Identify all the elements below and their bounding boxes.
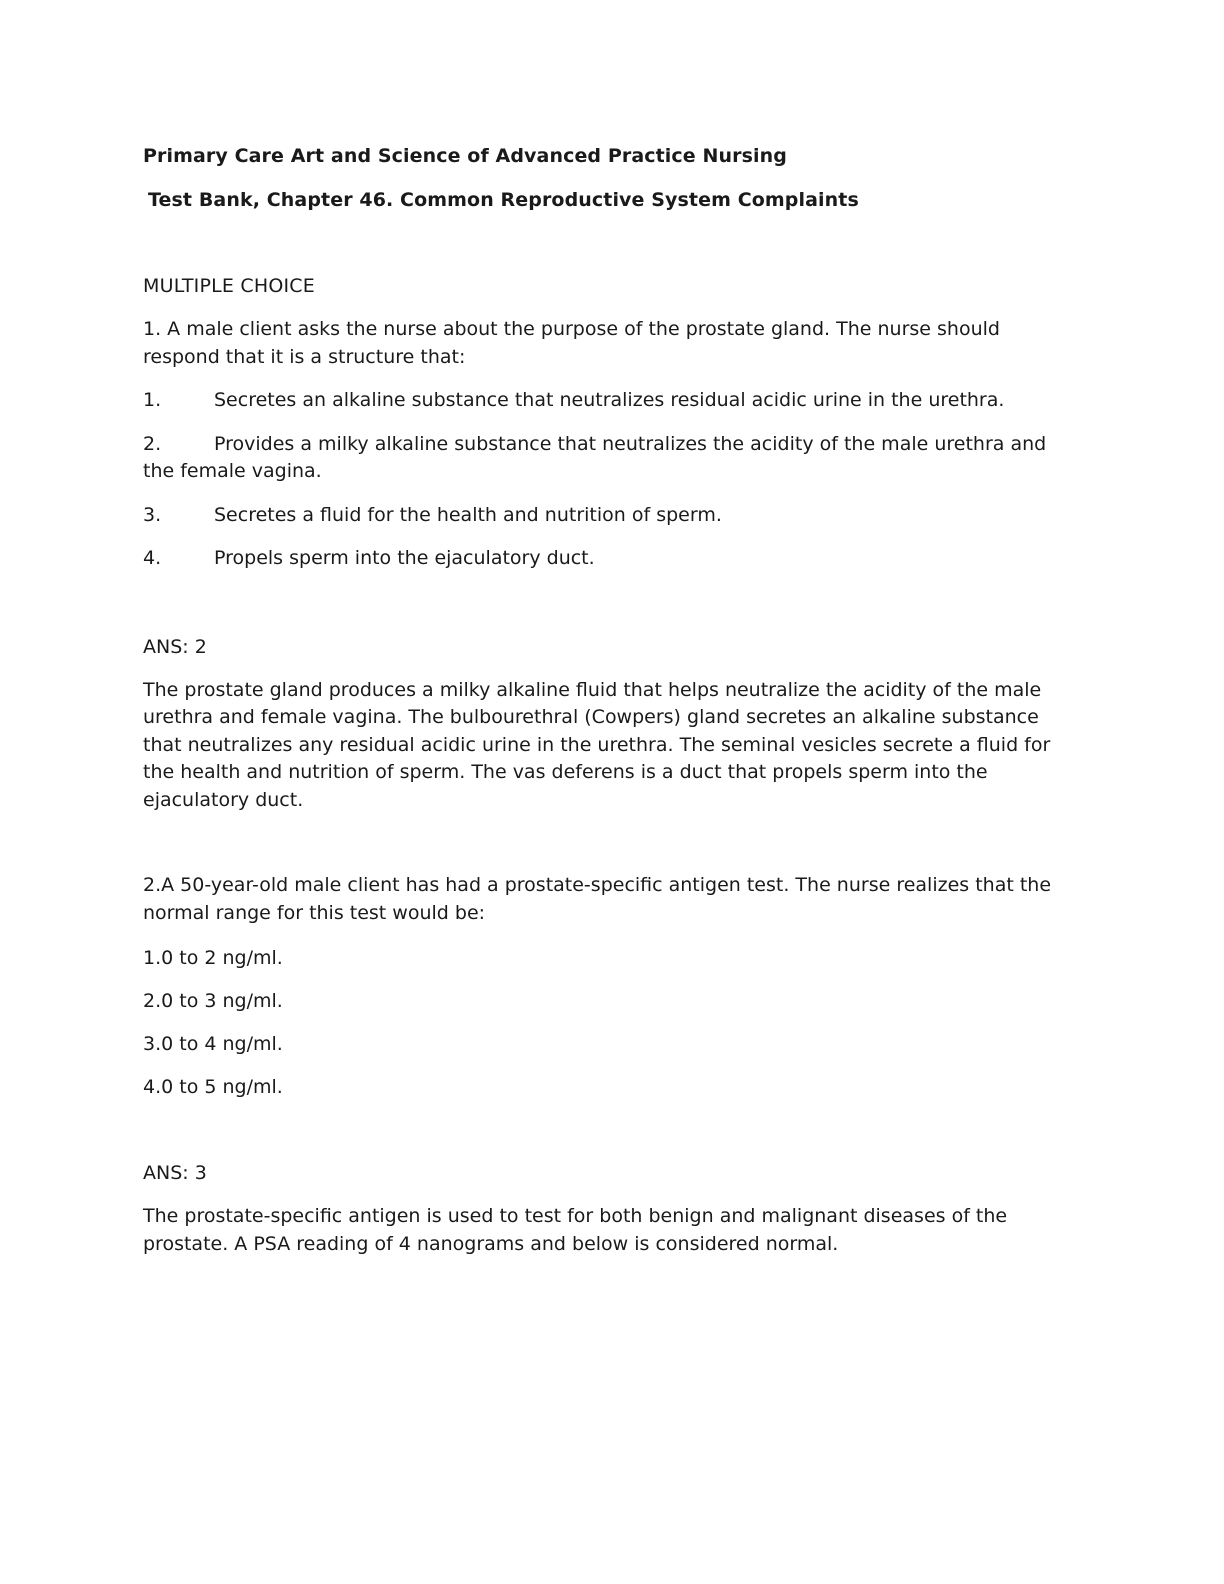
- option-number: 4.: [143, 547, 162, 569]
- question-1-stem: 1. A male client asks the nurse about the purpose of the prostate gland. The nurse should respond that it is a structure that:: [143, 318, 1000, 368]
- question-1-option-1: [143, 387, 1063, 415]
- option-text: Secretes a fluid for the health and nutrition of sperm.: [214, 503, 722, 526]
- document-title: Primary Care Art and Science of Advanced Practice Nursing: [143, 145, 787, 167]
- question-2-option-2: 2.0 to 3 ng/ml.: [143, 990, 283, 1012]
- question-1-option-2: [143, 431, 1063, 486]
- document-subtitle: Test Bank, Chapter 46. Common Reproductive System Complaints: [148, 189, 859, 211]
- document-page: [143, 140, 1063, 1258]
- question-2-answer: ANS: 3: [143, 1162, 207, 1184]
- question-1-option-3: [143, 502, 1063, 530]
- option-number: 1.: [143, 389, 162, 411]
- question-2-stem: 2.A 50-year-old male client has had a prostate-specific antigen test. The nurse realizes that the normal range for this test would be:: [143, 874, 1052, 924]
- question-1-answer: ANS: 2: [143, 635, 207, 658]
- question-2-option-3: 3.0 to 4 ng/ml.: [143, 1033, 283, 1055]
- option-text: Propels sperm into the ejaculatory duct.: [214, 547, 595, 569]
- question-2-rationale: The prostate-specific antigen is used to test for both benign and malignant diseases of the prostate. A PSA reading of 4 nanograms and below is considered normal.: [143, 1205, 1008, 1255]
- option-text: Provides a milky alkaline substance that neutralizes the acidity of the male urethra and the female vagina.: [143, 432, 1047, 482]
- question-2-option-1: 1.0 to 2 ng/ml.: [143, 947, 283, 969]
- section-heading: MULTIPLE CHOICE: [143, 275, 315, 297]
- option-number: 2.: [143, 432, 162, 455]
- option-text: Secretes an alkaline substance that neutralizes residual acidic urine in the urethra.: [214, 389, 1005, 411]
- question-1-rationale: The prostate gland produces a milky alkaline fluid that helps neutralize the acidity of the male urethra and female vagina. The bulbourethral (Cowpers) gland secretes an alkaline substance that neutralizes any residual acidic urine in the urethra. The seminal vesicles secrete a fluid for the health and nutrition of sperm. The vas deferens is a duct that propels sperm into the ejaculatory duct.: [143, 678, 1051, 811]
- option-number: 3.: [143, 503, 162, 526]
- question-1-option-4: [143, 545, 1063, 573]
- question-2-option-4: 4.0 to 5 ng/ml.: [143, 1076, 283, 1098]
